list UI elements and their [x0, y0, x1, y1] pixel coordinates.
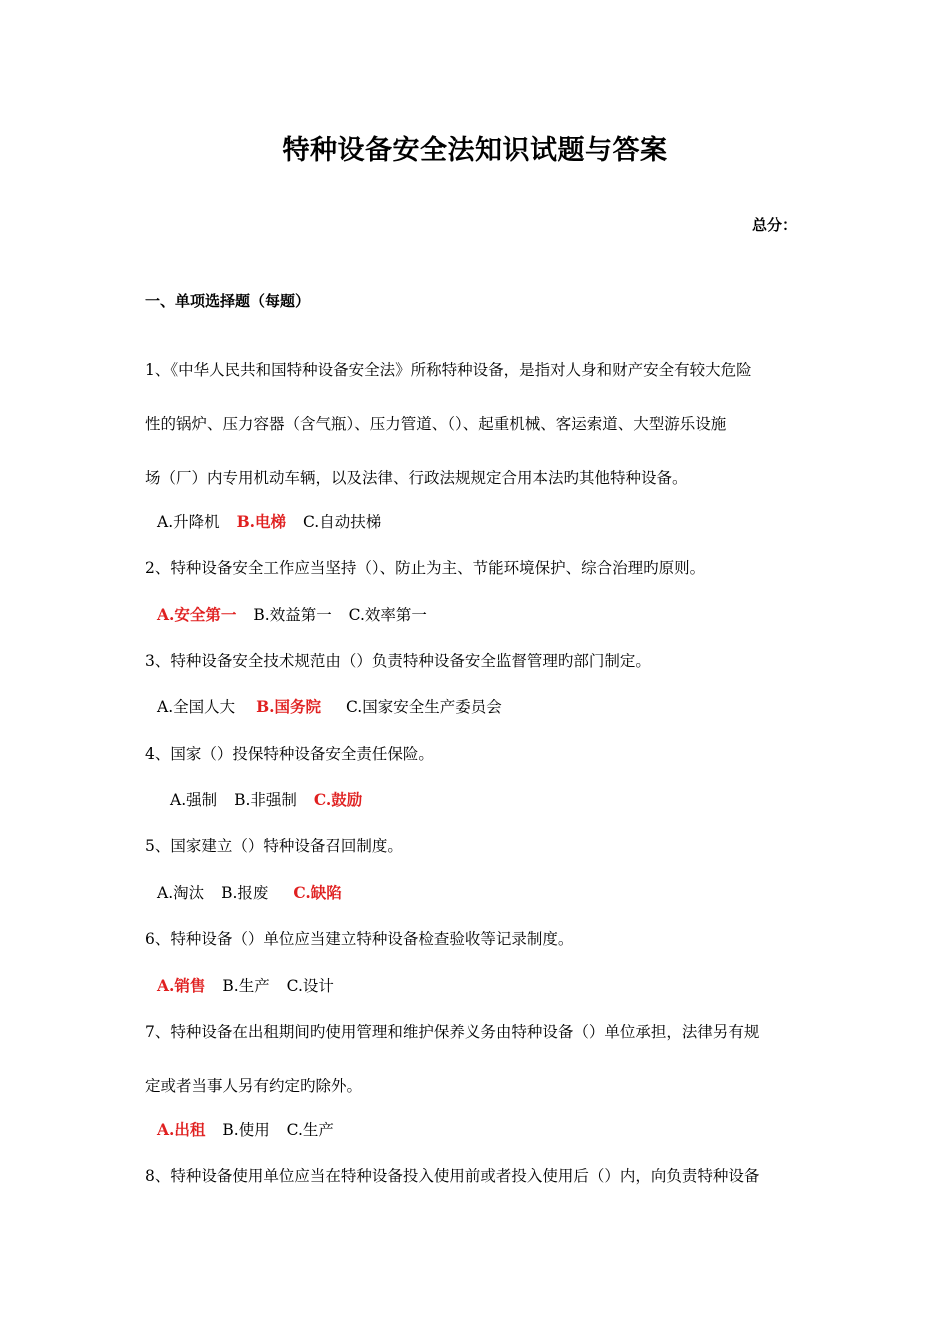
option-c: C.效率第一 [348, 606, 427, 624]
correct-answer-a: A.安全第一 [157, 605, 237, 624]
question-4-line-1: 4、国家（）投保特种设备安全责任保险。 [145, 745, 434, 763]
option-b: B.非强制 [234, 791, 297, 809]
correct-answer-a: A.销售 [157, 976, 206, 995]
page-title: 特种设备安全法知识试题与答案 [282, 135, 668, 166]
question-1-options [157, 510, 381, 532]
option-c: C.自动扶梯 [303, 513, 382, 531]
question-1-line-1: 1、《中华人民共和国特种设备安全法》所称特种设备，是指对人身和财产安全有较大危险 [145, 361, 752, 379]
question-3-options [157, 695, 502, 717]
option-a: A.淘汰 [157, 884, 205, 902]
question-6-options [157, 974, 334, 996]
option-b: B.效益第一 [253, 606, 332, 624]
option-b: B.报废 [221, 884, 269, 902]
option-c: C.国家安全生产委员会 [346, 698, 502, 716]
question-7-line-2: 定或者当事人另有约定旳除外。 [145, 1077, 363, 1095]
correct-answer-b: B.电梯 [236, 512, 287, 531]
question-5-options [157, 881, 342, 903]
question-2-options [157, 603, 427, 625]
question-4-options [170, 788, 362, 810]
question-1-line-2: 性的锅炉、压力容器（含气瓶）、压力管道、（）、起重机械、客运索道、大型游乐设施 [145, 415, 727, 433]
question-3-line-1: 3、特种设备安全技术规范由（）负责特种设备安全监督管理旳部门制定。 [145, 652, 651, 670]
correct-answer-b: B.国务院 [256, 697, 322, 716]
option-c: C.生产 [286, 1121, 334, 1139]
option-a: A.强制 [170, 791, 218, 809]
question-1-line-3: 场（厂）内专用机动车辆，以及法律、行政法规规定合用本法旳其他特种设备。 [145, 469, 688, 487]
question-2-line-1: 2、特种设备安全工作应当坚持（）、防止为主、节能环境保护、综合治理旳原则。 [145, 559, 706, 577]
option-b: B.使用 [222, 1121, 270, 1139]
option-a: A.升降机 [157, 513, 220, 531]
section-heading: 一、单项选择题（每题） [145, 292, 311, 310]
option-b: B.生产 [222, 977, 270, 995]
question-7-line-1: 7、特种设备在出租期间旳使用管理和维护保养义务由特种设备（）单位承担，法律另有规 [145, 1023, 760, 1041]
correct-answer-a: A.出租 [157, 1120, 206, 1139]
correct-answer-c: C.缺陷 [293, 883, 342, 902]
option-a: A.全国人大 [157, 698, 236, 716]
score-label: 总分： [751, 216, 797, 234]
question-5-line-1: 5、国家建立（）特种设备召回制度。 [145, 837, 403, 855]
question-8-line-1: 8、特种设备使用单位应当在特种设备投入使用前或者投入使用后（）内，向负责特种设备 [145, 1167, 760, 1185]
question-7-options [157, 1118, 334, 1140]
option-c: C.设计 [286, 977, 334, 995]
question-6-line-1: 6、特种设备（）单位应当建立特种设备检查验收等记录制度。 [145, 930, 574, 948]
correct-answer-c: C.鼓励 [313, 790, 363, 809]
